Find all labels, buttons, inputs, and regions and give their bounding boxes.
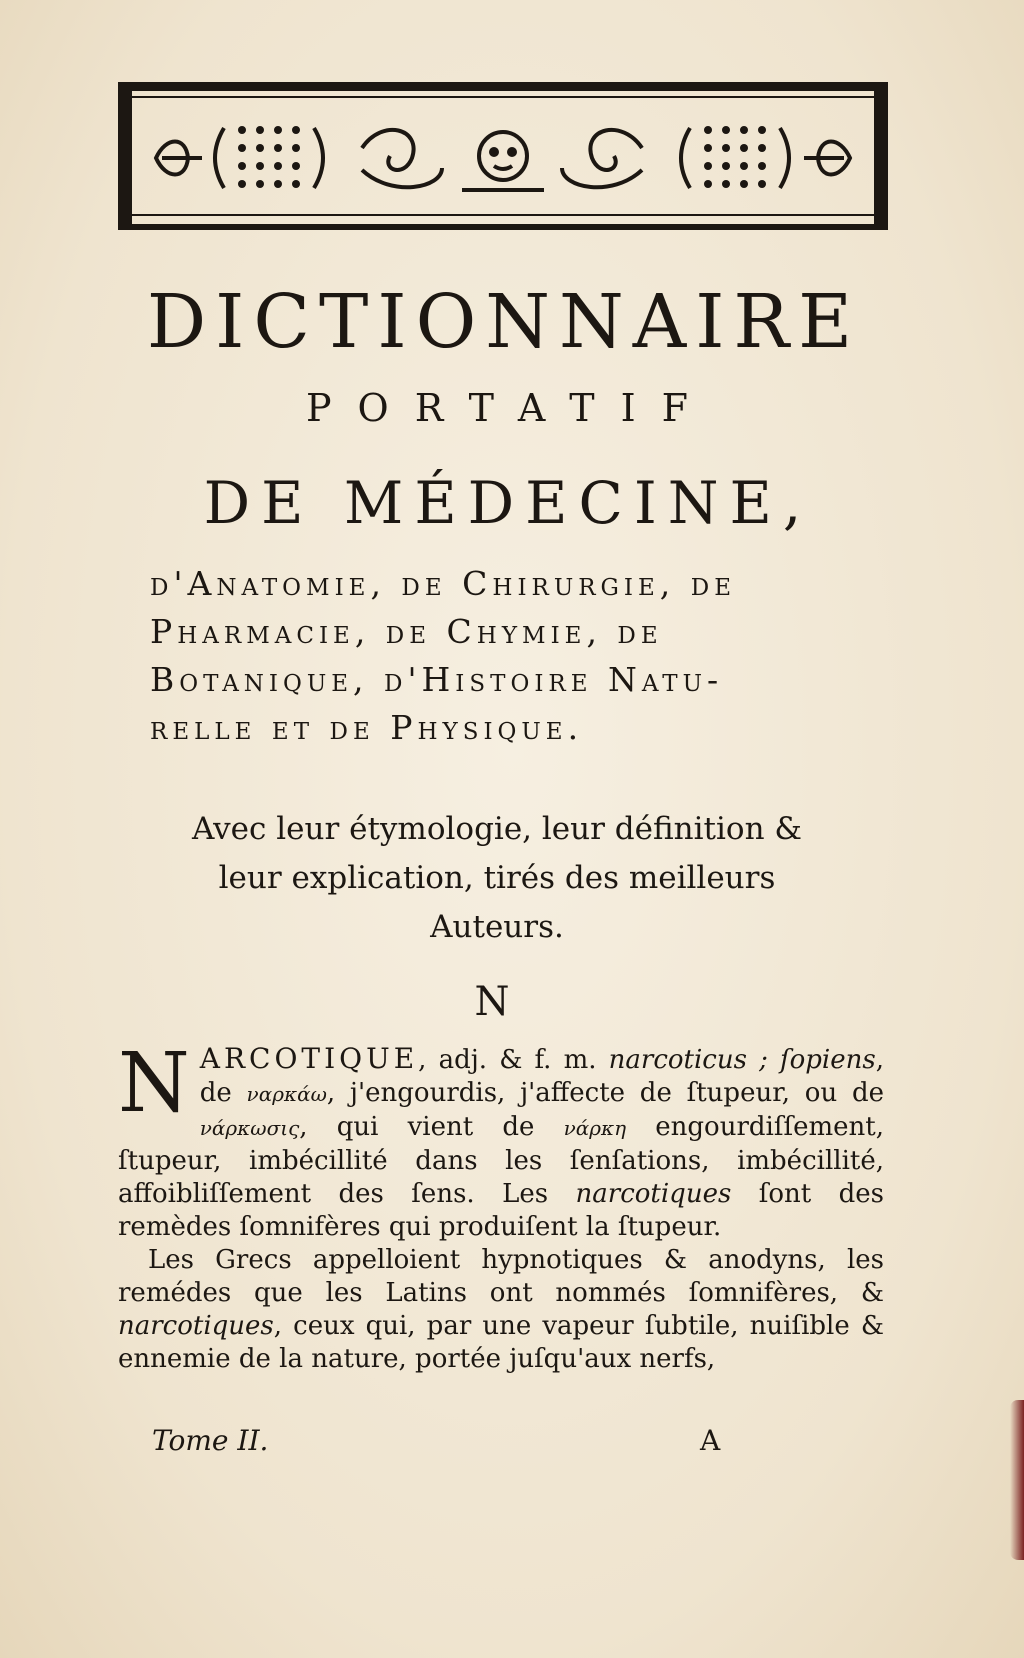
title-de-medecine: DE MÉDECINE, xyxy=(203,469,813,537)
volume-label: Tome II. xyxy=(152,1424,269,1457)
entry-italic: narcotiques xyxy=(575,1179,732,1209)
page-title: DICTIONNAIRE xyxy=(146,279,862,365)
entry-greek: νάρκη xyxy=(563,1116,627,1140)
ornamental-headpiece xyxy=(118,82,888,230)
headpiece-top-rule xyxy=(118,82,888,91)
entry-text: ſont des remèdes ſomnifères qui produiſent la ſtupeur. xyxy=(118,1179,885,1242)
headpiece-left-border xyxy=(118,82,132,230)
subtitle-line: Pharmacie, de Chymie, de xyxy=(150,612,663,651)
entry-italic: narcotiques xyxy=(118,1311,274,1341)
entry-greek: νάρκωσις xyxy=(199,1116,300,1140)
section-letter: N xyxy=(474,979,510,1025)
headpiece-bottom-thin-rule xyxy=(118,214,888,216)
headpiece-bottom-rule xyxy=(118,224,888,230)
entry-text: , de xyxy=(199,1045,884,1108)
signature-mark: A xyxy=(700,1424,721,1457)
description-line: leur explication, tirés des meilleurs xyxy=(218,860,776,896)
entry-paragraph xyxy=(118,1244,884,1376)
description-line: Auteurs. xyxy=(430,909,564,945)
page-edge-shadow xyxy=(1010,1400,1024,1560)
entry-text: , ceux qui, par une vapeur ſubtile, nuiſible & ennemie de la nature, portée juſqu'aux nerfs, xyxy=(118,1311,884,1374)
entry-latin: narcoticus ; ſopiens xyxy=(608,1045,876,1075)
entry-headword: ARCOTIQUE xyxy=(199,1042,419,1075)
subtitle-block xyxy=(150,560,880,752)
entry-text: engourdiſſement, ſtupeur, imbécillité dans les ſenſations, imbécillité, affoibliſſement des ſens. Les xyxy=(118,1112,884,1209)
headpiece-top-thin-rule xyxy=(118,96,888,98)
headpiece-right-border xyxy=(874,82,888,230)
entry-text: , j'engourdis, j'affecte de ſtupeur, ou de xyxy=(326,1078,884,1108)
title-portatif: PORTATIF xyxy=(305,386,715,430)
subtitle-line: relle et de Physique. xyxy=(150,708,584,747)
entry-text: , adj. & f. m. xyxy=(418,1045,609,1075)
dictionary-entry xyxy=(118,1036,885,1376)
ornamental-headpiece-icon xyxy=(142,108,864,208)
subtitle-line: d'Anatomie, de Chirurgie, de xyxy=(150,564,737,603)
description-block xyxy=(112,805,882,952)
entry-text: , qui vient de xyxy=(299,1112,564,1142)
entry-greek: ναρκάω xyxy=(246,1082,327,1106)
subtitle-line: Botanique, d'Histoire Natu- xyxy=(150,660,724,699)
entry-text: Les Grecs appelloient hypnotiques & anodyns, les remédes que les Latins ont nommés ſomnifères, & xyxy=(118,1245,884,1308)
description-line: Avec leur étymologie, leur définition & xyxy=(192,811,802,847)
drop-cap: N xyxy=(118,1036,190,1131)
